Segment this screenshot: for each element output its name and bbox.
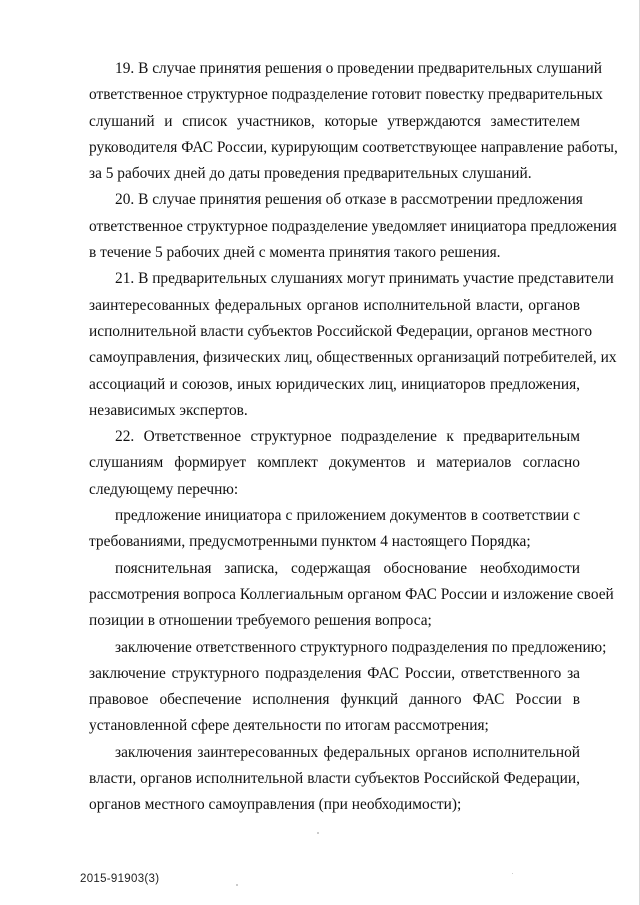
text-line: рассмотрения вопроса Коллегиальным органом ФАС России и изложение своей [89, 585, 614, 603]
text-line: ответственное структурное подразделение уведомляет инициатора предложения [89, 217, 617, 235]
paragraph-22 [63, 424, 580, 503]
scan-speck [512, 873, 513, 874]
text-line: позиции в отношении требуемого решения вопроса; [89, 612, 432, 630]
text-line: в течение 5 рабочих дней с момента принятия такого решения. [89, 244, 501, 262]
text-line: установленной сфере деятельности по итогам рассмотрения; [89, 717, 489, 735]
scan-speck [317, 832, 319, 834]
text-line: требованиями, предусмотренными пунктом 4 настоящего Порядка; [89, 533, 531, 551]
document-code: 2015-91903(3) [80, 873, 160, 885]
text-line: исполнительной власти субъектов Российской Федерации, органов местного [89, 322, 593, 340]
text-line: заинтересованных федеральных органов исполнительной власти, органов [89, 296, 580, 314]
list-item [63, 635, 607, 740]
paragraph-21 [63, 266, 617, 424]
text-line: органов местного самоуправления (при необходимости); [89, 796, 462, 814]
text-line: за 5 рабочих дней до даты проведения предварительных слушаний. [89, 165, 532, 183]
list-item [63, 503, 580, 556]
text-line: заключение ответственного структурного подразделения по предложению; [115, 638, 607, 656]
text-line: руководителя ФАС России, курирующим соответствующее направление работы, [89, 138, 618, 156]
text-line: правовое обеспечение исполнения функций данного ФАС России в [89, 691, 580, 709]
text-line: власти, органов исполнительной власти субъектов Российской Федерации, [89, 770, 580, 788]
document-body [63, 56, 618, 819]
text-line: пояснительная записка, содержащая обоснование необходимости [115, 559, 580, 577]
list-item [63, 740, 580, 819]
text-line: предложение инициатора с приложением документов в соответствии с [115, 507, 580, 525]
text-line: ассоциаций и союзов, иных юридических лиц, инициаторов предложения, [89, 375, 580, 393]
text-line: 19. В случае принятия решения о проведении предварительных слушаний [115, 60, 603, 77]
paragraph-20 [63, 187, 617, 266]
text-line: слушаниям формирует комплект документов и материалов согласно [89, 454, 580, 472]
scan-speck [236, 884, 238, 886]
paragraph-19 [63, 56, 618, 187]
text-line: самоуправления, физических лиц, общественных организаций потребителей, их [89, 349, 617, 367]
text-line: заключение структурного подразделения ФАС России, ответственного за [89, 664, 580, 682]
text-line: слушаний и список участников, которые утверждаются заместителем [89, 112, 580, 130]
text-line: 20. В случае принятия решения об отказе в рассмотрении предложения [115, 191, 583, 209]
text-line: 22. Ответственное структурное подразделение к предварительным [115, 428, 580, 446]
list-item [63, 556, 614, 635]
text-line: заключения заинтересованных федеральных органов исполнительной [115, 743, 580, 761]
text-line: следующему перечню: [89, 480, 239, 498]
text-line: независимых экспертов. [89, 401, 248, 419]
text-line: ответственное структурное подразделение готовит повестку предварительных [89, 86, 603, 104]
text-line: 21. В предварительных слушаниях могут принимать участие представители [115, 270, 614, 288]
